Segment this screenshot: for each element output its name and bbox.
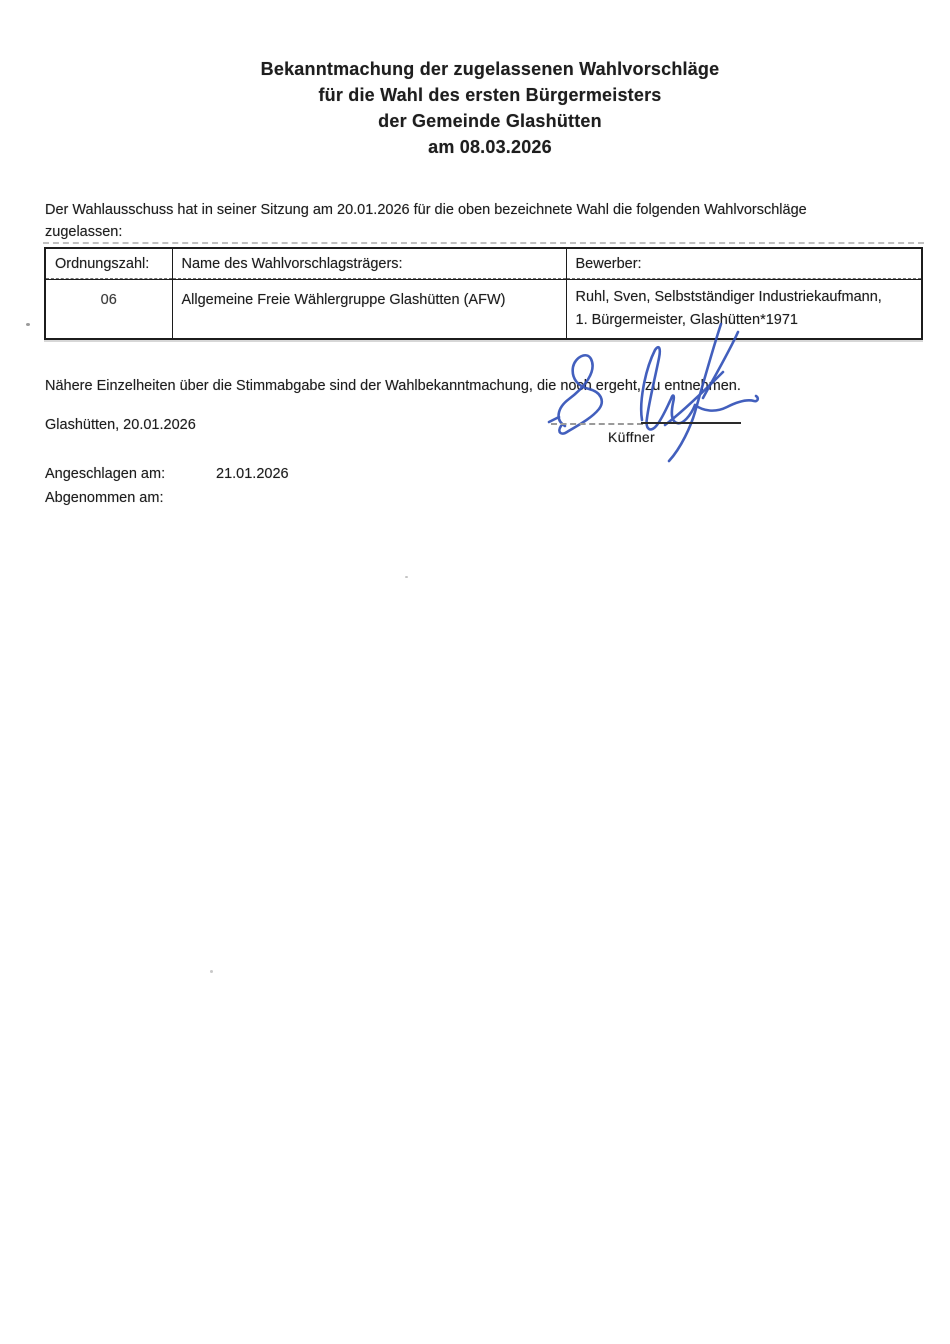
header-ordnungszahl: Ordnungszahl: [45, 248, 172, 279]
cell-ordnungszahl: 06 [45, 280, 172, 340]
intro-paragraph [45, 199, 925, 244]
signature-stroke [559, 355, 602, 433]
title-line-3: der Gemeinde Glashütten [378, 111, 602, 131]
posted-label: Angeschlagen am: [45, 466, 166, 482]
scan-speck [26, 323, 30, 326]
signature-line-left [551, 423, 643, 425]
table-row [45, 280, 922, 340]
note-paragraph: Nähere Einzelheiten über die Stimmabgabe sind der Wahlbekanntmachung, die noch ergeht, zu entnehmen. [45, 377, 741, 394]
signature-line-right [641, 422, 741, 424]
document-title [25, 56, 950, 160]
signature-stroke [669, 324, 721, 461]
wahlvorschlaege-table [44, 247, 923, 340]
signer-name: Küffner [608, 429, 655, 445]
bewerber-line-2: 1. Bürgermeister, Glashütten*1971 [575, 312, 798, 328]
cell-wahlvorschlagstraeger: Allgemeine Freie Wählergruppe Glashütten (AFW) [172, 280, 566, 340]
scan-speck [210, 970, 213, 973]
intro-line-2: zugelassen: [45, 224, 123, 240]
table-header-row [45, 248, 922, 279]
bewerber-line-1: Ruhl, Sven, Selbstständiger Industriekaufmann, [575, 289, 882, 305]
place-date: Glashütten, 20.01.2026 [45, 416, 196, 433]
header-bewerber: Bewerber: [566, 248, 922, 279]
intro-line-1: Der Wahlausschuss hat in seiner Sitzung am 20.01.2026 für die oben bezeichnete Wahl die folgenden Wahlvorschläge [45, 201, 807, 218]
removed-label: Abgenommen am: [45, 490, 164, 506]
header-wahlvorschlagstraeger: Name des Wahlvorschlagsträgers: [172, 248, 566, 279]
title-line-4: am 08.03.2026 [428, 137, 552, 157]
posted-date: 21.01.2026 [216, 466, 289, 482]
title-line-1: Bekanntmachung der zugelassenen Wahlvorschläge [260, 59, 720, 79]
signature-stroke [641, 347, 695, 429]
signature-stroke [695, 396, 758, 411]
scan-speck [405, 576, 408, 578]
title-line-2: für die Wahl des ersten Bürgermeisters [318, 85, 662, 105]
